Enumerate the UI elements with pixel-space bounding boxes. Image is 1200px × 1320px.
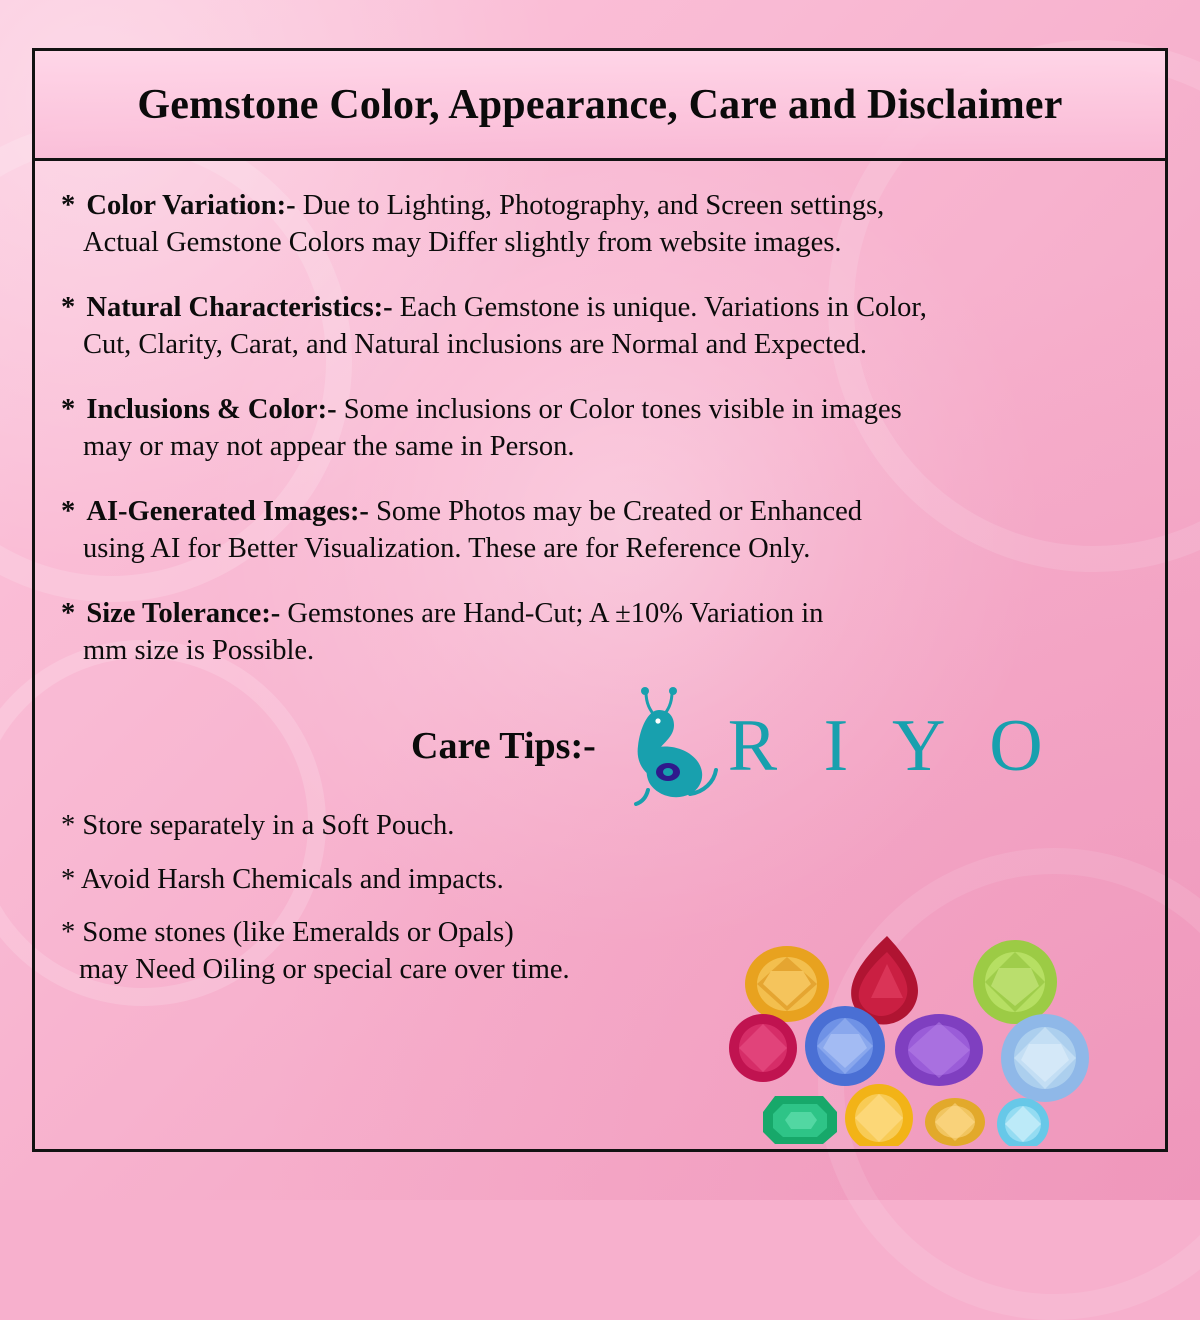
peacock-icon <box>602 686 722 806</box>
citrine-oval-small <box>925 1098 985 1146</box>
care-tips-header-row <box>61 691 1139 801</box>
point-text-line2: Actual Gemstone Colors may Differ slightly from website images. <box>83 227 842 259</box>
point-label: AI-Generated Images:- <box>86 496 369 528</box>
title-bar <box>35 51 1165 161</box>
point-label: Inclusions & Color:- <box>86 394 337 426</box>
care-tip-text: Avoid Harsh Chemicals and impacts. <box>80 863 504 895</box>
rhodolite-round <box>729 1014 797 1082</box>
care-tip-text: Store separately in a Soft Pouch. <box>82 810 455 842</box>
point-text-line1: Gemstones are Hand-Cut; A ±10% Variation in <box>280 598 824 630</box>
bullet-icon: * <box>61 863 76 895</box>
amethyst-oval <box>895 1014 983 1086</box>
point-text-line2: using AI for Better Visualization. These are for Reference Only. <box>83 533 811 565</box>
peridot-round <box>973 940 1057 1024</box>
disclaimer-point-natural-characteristics <box>61 289 1139 363</box>
citrine-oval <box>745 946 829 1022</box>
brand-logo <box>602 686 1057 806</box>
point-label: Size Tolerance:- <box>86 598 281 630</box>
gemstone-cluster-image <box>727 926 1157 1146</box>
disclaimer-point-ai-generated-images <box>61 493 1139 567</box>
point-text-line1: Each Gemstone is unique. Variations in Color, <box>392 292 927 324</box>
care-tip-oiling <box>61 914 761 988</box>
bullet-icon: * <box>61 190 76 221</box>
care-tips-heading: Care Tips:- <box>411 725 596 768</box>
care-tip-text-line2: may Need Oiling or special care over time. <box>79 953 570 985</box>
emerald-emerald-cut <box>763 1096 837 1144</box>
bullet-icon: * <box>61 292 76 324</box>
care-tip-avoid-chemicals <box>61 861 761 898</box>
point-text-line1: Some inclusions or Color tones visible in images <box>336 394 902 426</box>
point-label: Natural Characteristics:- <box>86 292 393 324</box>
disclaimer-point-size-tolerance <box>61 595 1139 669</box>
care-tip-store-separately <box>61 807 761 844</box>
care-tip-text: Some stones (like Emeralds or Opals) <box>82 916 514 948</box>
bullet-icon: * <box>61 394 76 426</box>
blue-topaz-round <box>997 1098 1049 1146</box>
disclaimer-point-color-variation <box>61 187 1139 261</box>
card-body <box>35 161 1165 1152</box>
bullet-icon: * <box>61 810 76 842</box>
sapphire-round <box>805 1006 885 1086</box>
page-title: Gemstone Color, Appearance, Care and Disclaimer <box>137 81 1063 128</box>
point-label: Color Variation:- <box>86 190 296 221</box>
point-text-line1: Some Photos may be Created or Enhanced <box>368 496 863 528</box>
point-text-line2: may or may not appear the same in Person. <box>83 431 575 463</box>
bullet-icon: * <box>61 496 76 528</box>
info-card <box>32 48 1168 1152</box>
disclaimer-point-inclusions-color <box>61 391 1139 465</box>
yellow-sapphire-round <box>845 1084 913 1146</box>
bullet-icon: * <box>61 598 76 630</box>
bullet-icon: * <box>61 916 76 948</box>
aquamarine-round <box>1001 1014 1089 1102</box>
point-text-line1: Due to Lighting, Photography, and Screen settings, <box>295 190 885 221</box>
brand-name: R I Y O <box>727 705 1057 788</box>
point-text-line2: mm size is Possible. <box>83 635 315 667</box>
point-text-line2: Cut, Clarity, Carat, and Natural inclusions are Normal and Expected. <box>83 329 868 361</box>
